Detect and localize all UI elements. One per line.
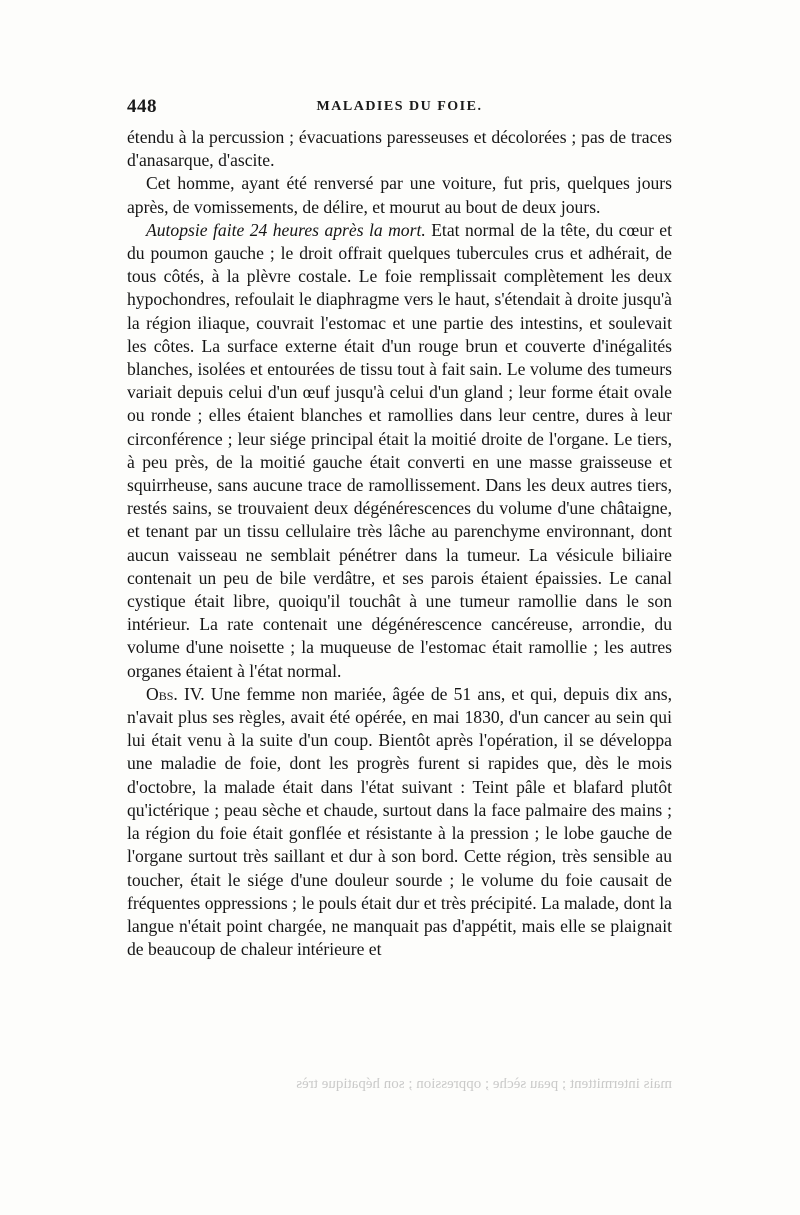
paragraph-text: étendu à la percussion ; évacuations paresseuses et décolorées ; pas de traces d'anasarque, d'ascite. <box>127 127 672 171</box>
page-header <box>127 96 672 120</box>
paragraph-text: Etat normal de la tête, du cœur et du poumon gauche ; le droit offrait quelques tubercules crus et adhérait, de tous côtés, à la plèvre costale. Le foie remplissait complètement les deux hypochondres, refoulait le diaphragme vers le haut, s'étendait à droite jusqu'à la région iliaque, couvrait l'estomac et une partie des intestins, et soulevait les côtes. La surface externe était d'un rouge brun et couverte d'inégalités blanches, isolées et entourées de tissu tout à fait sain. Le volume des tumeurs variait depuis celui d'un œuf jusqu'à celui d'un gland ; leur forme était ovale ou ronde ; elles étaient blanches et ramollies dans leur centre, dures à leur circonférence ; leur siége principal était la moitié droite de l'organe. Le tiers, à peu près, de la moitié gauche était converti en une masse graisseuse et squirrheuse, sans aucune trace de ramollissement. Dans les deux autres tiers, restés sains, se trouvaient deux dégénérescences du volume d'une châtaigne, et tenant par un tissu cellulaire très lâche au parenchyme environnant, dont aucun vaisseau ne semblait pénétrer dans la tumeur. La vésicule biliaire contenait un peu de bile verdâtre, et ses parois étaient épaissies. Le canal cystique était libre, quoiqu'il touchât à une tumeur ramollie dans le son intérieur. La rate contenait une dégénérescence cancéreuse, arrondie, du volume d'une noisette ; la muqueuse de l'estomac était ramollie ; les autres organes étaient à l'état normal. <box>127 219 672 681</box>
paragraph-autopsy <box>127 219 672 683</box>
autopsy-heading: Autopsie faite 24 heures après la mort. <box>146 219 426 240</box>
paragraph-text: Une femme non mariée, âgée de 51 ans, et qui, depuis dix ans, n'avait plus ses règles, avait été opérée, en mai 1830, d'un cancer au sein qui lui était venu à la suite d'un coup. Bientôt après l'opération, il se développa une maladie de foie, dont les progrès furent si rapides que, dès le mois d'octobre, la malade était dans l'état suivant : Teint pâle et blafard plutôt qu'ictérique ; peau sèche et chaude, surtout dans la face palmaire des mains ; la région du foie était gonflée et résistante à la pression ; le lobe gauche de l'organe surtout très saillant et dur à son bord. Cette région, très sensible au toucher, était le siége d'une douleur sourde ; le volume du foie causait de fréquentes oppressions ; le pouls était dur et très précipité. La malade, dont la langue n'était point chargée, ne manquait pas d'appétit, mais elle se plaignait de beaucoup de chaleur intérieure et <box>127 683 673 960</box>
paragraph-continuation <box>127 126 672 172</box>
body-text <box>127 126 672 961</box>
paragraph <box>127 172 672 218</box>
running-title: MALADIES DU FOIE. <box>316 99 483 114</box>
paragraph-observation <box>127 683 672 961</box>
observation-label: Obs. IV. <box>146 683 205 704</box>
bleed-through-text: mais intermittent ; peau sèche ; oppression ; son hépatique très <box>296 1076 672 1092</box>
page-number: 448 <box>127 96 157 117</box>
paragraph-text: Cet homme, ayant été renversé par une voiture, fut pris, quelques jours après, de vomissements, de délire, et mourut au bout de deux jours. <box>127 173 672 217</box>
